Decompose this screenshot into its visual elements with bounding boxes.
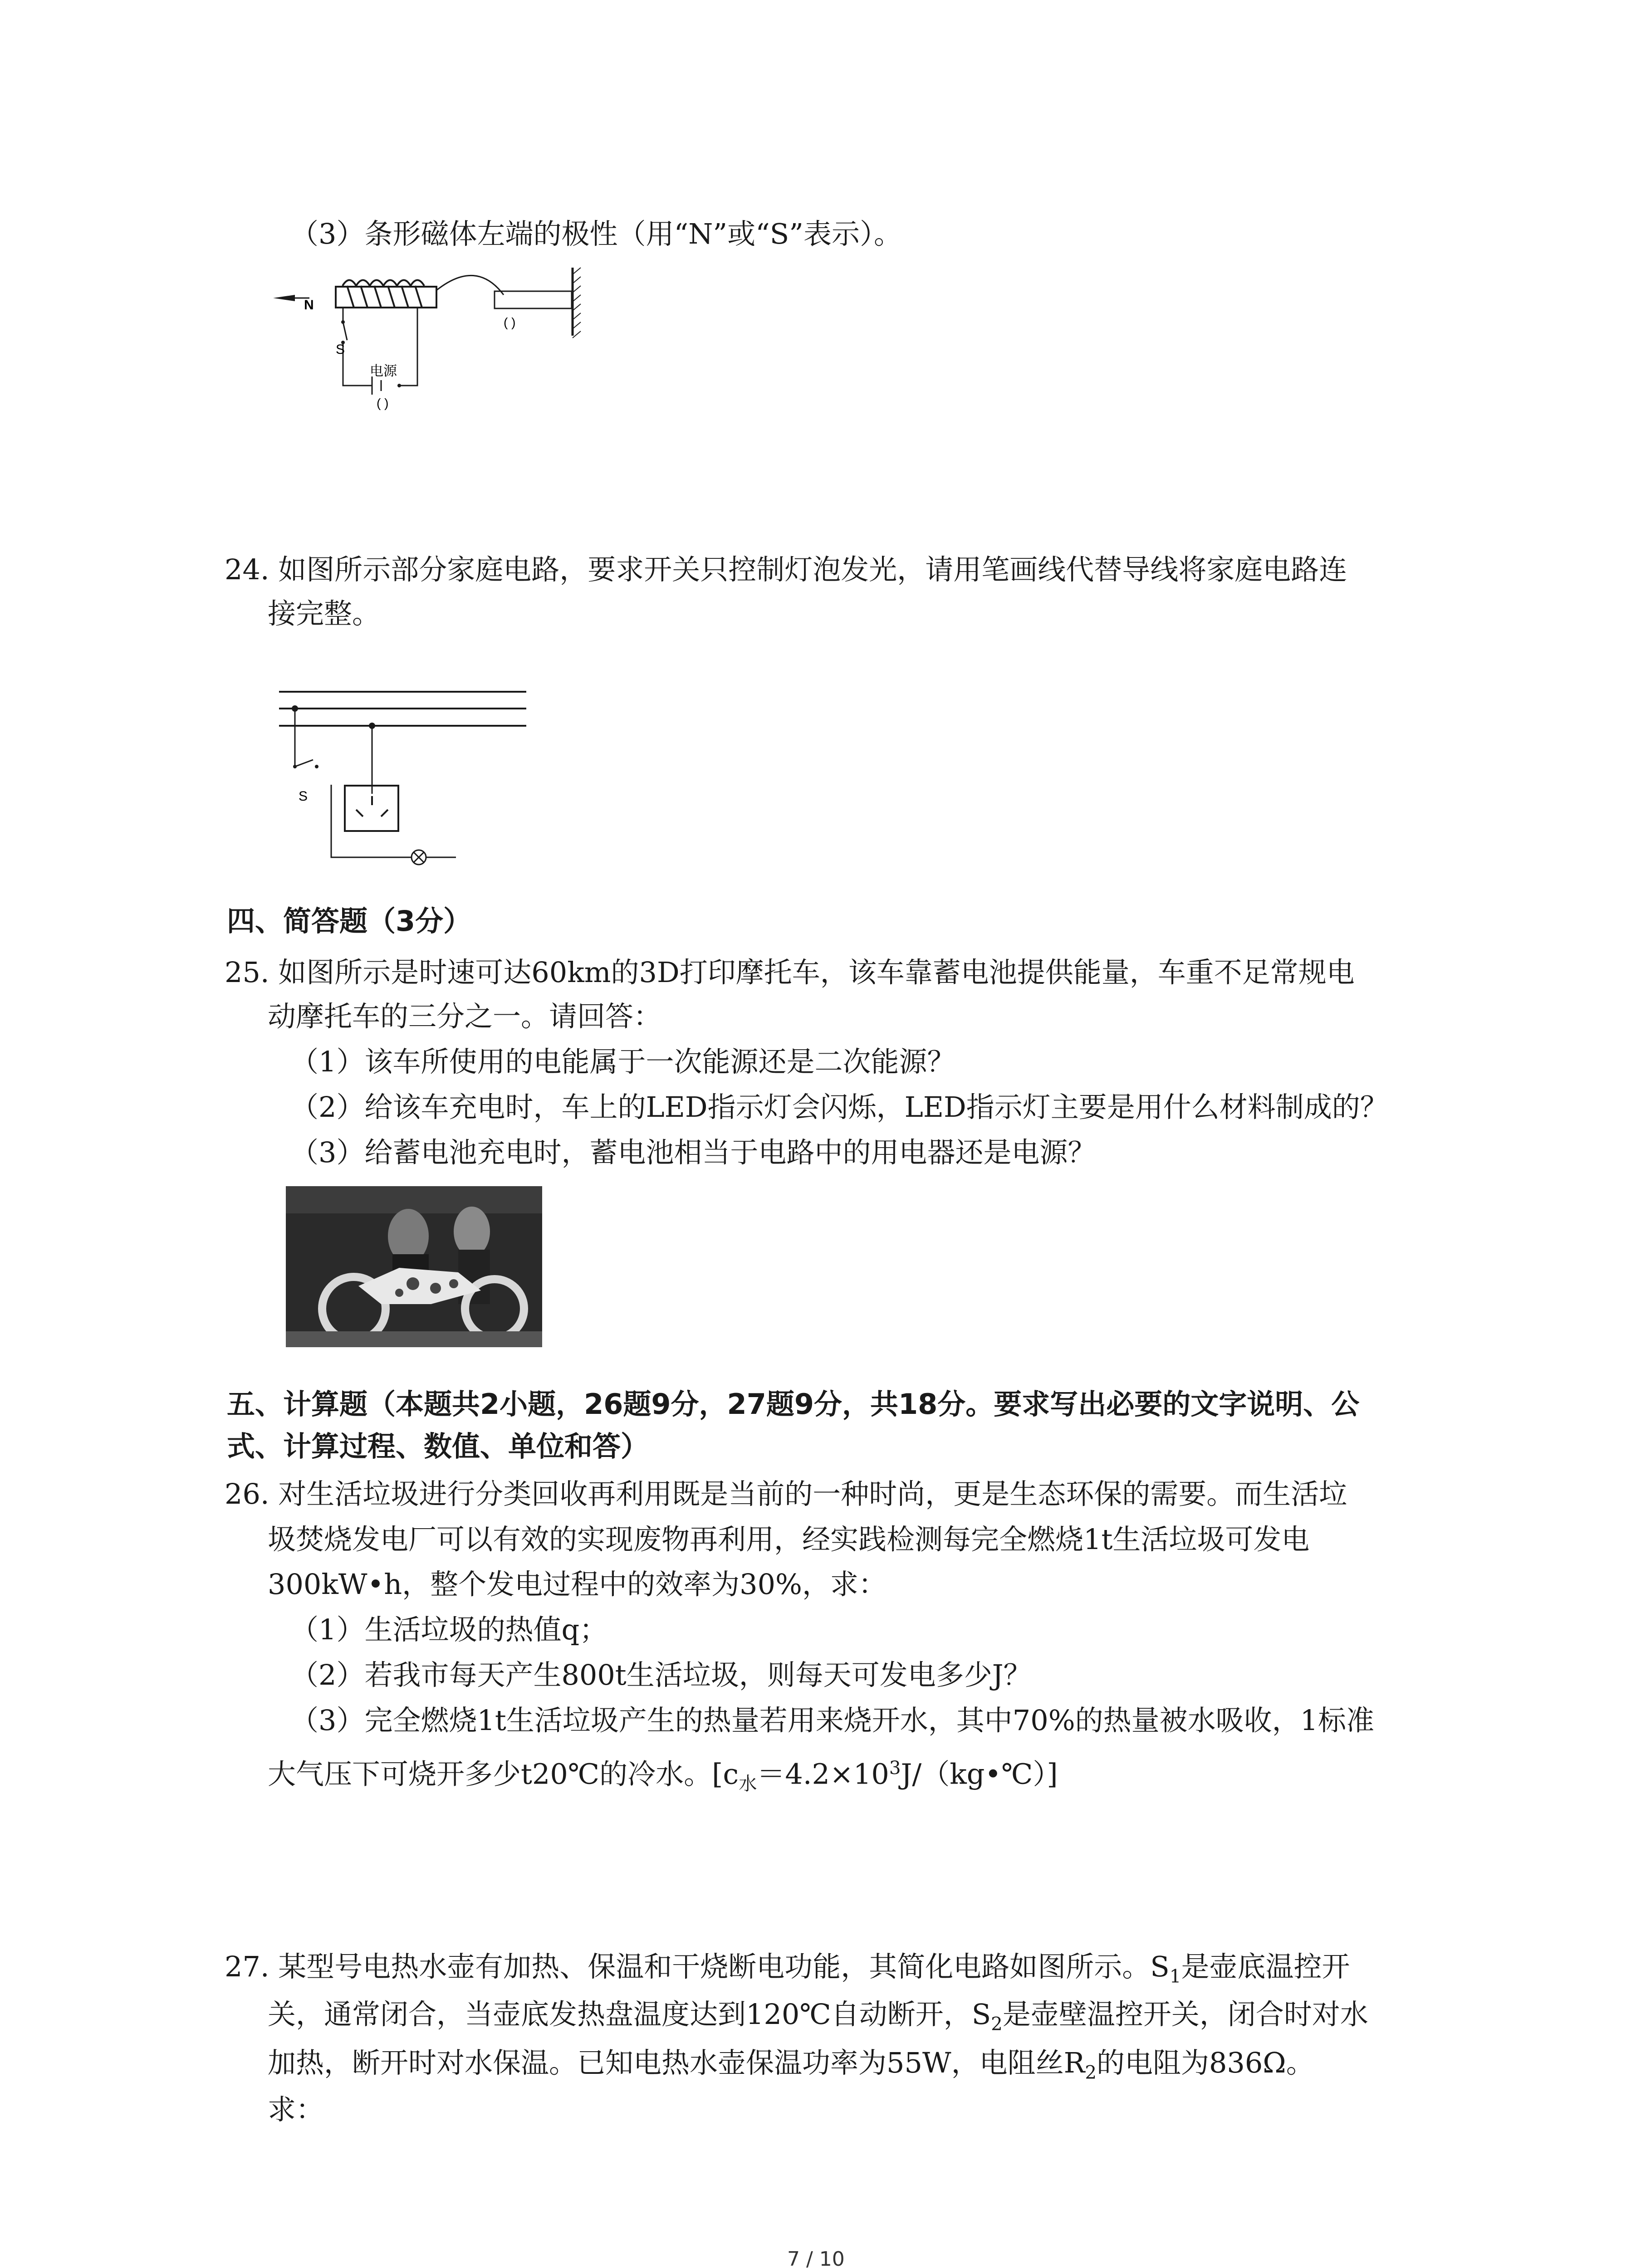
q25-sub1: （1）该车所使用的电能属于一次能源还是二次能源？: [290, 1045, 955, 1078]
coil-windings: [343, 280, 424, 308]
q24-household-circuit-figure: [277, 680, 531, 871]
power-source-label: 电源: [370, 364, 397, 379]
q26-line1: 26. 对生活垃圾进行分类回收再利用既是当前的一种时尚，更是生态环保的需要。而生活垃: [225, 1477, 1347, 1510]
q27-line2: 关，通常闭合，当壶底发热盘温度达到120℃自动断开，$S_2$是壶壁温控开关，闭合时对水: [268, 1998, 1368, 2035]
q24-switch-label: S: [299, 789, 308, 804]
q26-sub1: （1）生活垃圾的热值q；: [290, 1613, 608, 1646]
q23-sub3: （3）条形磁体左端的极性（用“N”或“S”表示）。: [290, 217, 902, 250]
q27-line3: 加热，断开时对水保温。已知电热水壶保温功率为55W，电阻丝$R_2$的电阻为836Ω。: [268, 2046, 1314, 2083]
q25-sub3: （3）给蓄电池充电时，蓄电池相当于电路中的用电器还是电源？: [290, 1136, 1096, 1169]
q24-line1: 24. 如图所示部分家庭电路，要求开关只控制灯泡发光，请用笔画线代替导线将家庭电路连: [225, 553, 1347, 586]
q26-sub3: （3）完全燃烧1t生活垃圾产生的热量若用来烧开水，其中70%的热量被水吸收，1标准: [290, 1704, 1375, 1737]
needle-label: N: [304, 298, 314, 313]
switch-label: S: [336, 342, 345, 357]
q23-electromagnet-figure: [268, 263, 612, 417]
magnet-polarity-blank: ( ): [504, 315, 516, 329]
q26-line2: 圾焚烧发电厂可以有效的实现废物再利用，经实践检测每完全燃烧1t生活垃圾可发电: [268, 1523, 1310, 1556]
q25-line2: 动摩托车的三分之一。请回答：: [268, 1000, 662, 1033]
q26-line3: 300kW•h，整个发电过程中的效率为30%，求：: [268, 1568, 887, 1601]
bar-magnet: [495, 291, 572, 308]
q27-line4: 求：: [268, 2093, 324, 2126]
q27-line1: 27. 某型号电热水壶有加热、保温和干烧断电功能，其简化电路如图所示。$S_1$是壶底温控开: [225, 1950, 1350, 1987]
q24-line2: 接完整。: [268, 597, 381, 630]
page-number: 7 / 10: [787, 2248, 845, 2268]
section-5-title-line2: 式、计算过程、数值、单位和答）: [227, 1430, 649, 1463]
power-polarity-blank: ( ): [377, 396, 389, 410]
motorcycle-photo: [286, 1186, 542, 1347]
q25-line1: 25. 如图所示是时速可达60km的3D打印摩托车，该车靠蓄电池提供能量，车重不足常规电: [225, 956, 1355, 989]
q25-sub2: （2）给该车充电时，车上的LED指示灯会闪烁，LED指示灯主要是用什么材料制成的？: [290, 1090, 1388, 1124]
q26-sub3-continued: 大气压下可烧开多少t20℃的冷水。$[c_水=4.2\times 10^3J/(kg•℃)]$: [268, 1757, 1058, 1795]
section-5-title-line1: 五、计算题（本题共2小题，26题9分，27题9分，共18分。要求写出必要的文字说明、公: [227, 1388, 1360, 1421]
section-4-title: 四、简答题（3分）: [227, 904, 472, 938]
q26-sub2: （2）若我市每天产生800t生活垃圾，则每天可发电多少J？: [290, 1658, 1032, 1691]
lamp-icon: [411, 850, 426, 865]
